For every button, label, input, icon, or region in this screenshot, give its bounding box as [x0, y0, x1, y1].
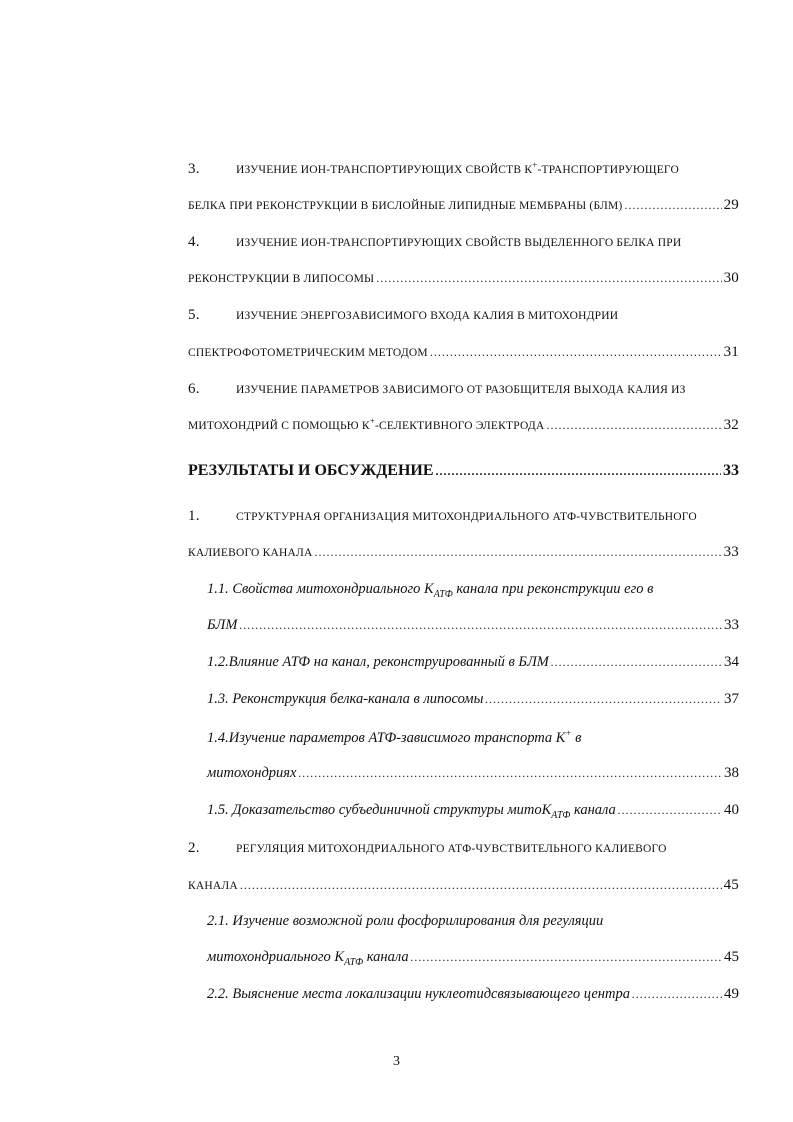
page-number: 3: [393, 1054, 400, 1069]
leader-dots: [485, 688, 722, 710]
title-part: канала: [363, 949, 409, 965]
page-ref: 40: [724, 802, 739, 818]
toc-section-5-line2[interactable]: [188, 341, 739, 363]
page-ref: 30: [723, 270, 739, 286]
toc-section-6-line2[interactable]: [188, 414, 739, 436]
heading-title: РЕЗУЛЬТАТЫ И ОБСУЖДЕНИЕ: [188, 462, 434, 479]
toc-subsection-1-4-line2[interactable]: [207, 762, 739, 784]
toc-subsection-1-5[interactable]: [207, 799, 739, 821]
section-number: 3.: [188, 161, 200, 177]
section-number: 1.: [188, 508, 200, 524]
section-number: 6.: [188, 381, 200, 397]
subsection-title: [207, 799, 616, 821]
leader-dots: [376, 267, 721, 289]
title-cont: БЛМ: [207, 617, 238, 633]
title-cont: [207, 946, 409, 968]
page-ref: 33: [723, 462, 739, 479]
toc-subsection-1-4-line1[interactable]: [207, 727, 581, 749]
subsection-title: 1.2.Влияние АТФ на канал, реконструированный в БЛМ: [207, 654, 549, 670]
subscript: АТФ: [551, 809, 571, 821]
title-part: канала при реконструкции его в: [452, 581, 654, 597]
subsection-title: 1.3. Реконструкция белка-канала в липосомы: [207, 691, 484, 707]
page-ref: 29: [723, 197, 739, 213]
leader-dots: [411, 946, 722, 968]
toc-results-1-line1[interactable]: [188, 505, 697, 527]
title-part: 1.1. Свойства митохондриального К: [207, 581, 434, 597]
subscript: АТФ: [433, 588, 453, 600]
page-ref: 45: [724, 949, 739, 965]
title-part: 1.4.Изучение параметров АТФ-зависимого транспорта К: [207, 730, 566, 746]
page-ref: 33: [724, 617, 739, 633]
leader-dots: [315, 541, 722, 563]
toc-results-1-line2[interactable]: [188, 541, 739, 563]
leader-dots: [624, 194, 721, 216]
leader-dots: [551, 651, 722, 673]
title-cont: митохондриях: [207, 765, 297, 781]
section-title-part: ИЗУЧЕНИЕ ЭНЕРГОЗАВИСИМОГО ВХОДА КАЛИЯ В МИТОХОНДРИИ: [236, 310, 619, 322]
leader-dots: [430, 341, 722, 363]
toc-results-2-line1[interactable]: [188, 837, 667, 859]
subscript: АТФ: [344, 956, 364, 968]
section-number: 5.: [188, 307, 200, 323]
toc-section-3-line2[interactable]: [188, 194, 739, 216]
section-title-cont: КАНАЛА: [188, 880, 238, 892]
section-title-cont: [188, 415, 544, 437]
page-ref: 38: [724, 765, 739, 781]
page-ref: 33: [723, 544, 739, 560]
title-part: в: [571, 730, 582, 746]
toc-section-4-line2[interactable]: [188, 267, 739, 289]
toc-subsection-1-1-line1[interactable]: [207, 578, 653, 600]
leader-dots: [298, 762, 722, 784]
toc-results-heading[interactable]: [188, 458, 739, 484]
leader-dots: [546, 414, 721, 436]
subsection-title: 2.2. Выяснение места локализации нуклеотидсвязывающего центра: [207, 986, 630, 1002]
toc-subsection-2-1-line2[interactable]: [207, 946, 739, 968]
toc-section-6-line1[interactable]: [188, 378, 686, 400]
toc-subsection-2-1-line1[interactable]: [207, 910, 603, 932]
toc-subsection-1-3[interactable]: [207, 688, 739, 710]
page-ref: 32: [723, 417, 739, 433]
page-ref: 37: [724, 691, 739, 707]
page-ref: 34: [724, 654, 739, 670]
toc-results-2-line2[interactable]: [188, 874, 739, 896]
title-part: МИТОХОНДРИЙ С ПОМОЩЬЮ К: [188, 420, 370, 432]
title-part: 1.5. Доказательство субъединичной структуры митоК: [207, 802, 552, 818]
page-ref: 45: [723, 877, 739, 893]
leader-dots: [240, 874, 722, 896]
page-ref: 31: [723, 344, 739, 360]
section-title-part: РЕГУЛЯЦИЯ МИТОХОНДРИАЛЬНОГО АТФ-ЧУВСТВИТЕЛЬНОГО КАЛИЕВОГО: [236, 843, 667, 855]
title-part: -СЕЛЕКТИВНОГО ЭЛЕКТРОДА: [375, 420, 545, 432]
toc-subsection-1-1-line2[interactable]: [207, 614, 739, 636]
toc-section-3-line1[interactable]: [188, 158, 679, 180]
section-title-part: ИЗУЧЕНИЕ ИОН-ТРАНСПОРТИРУЮЩИХ СВОЙСТВ ВЫДЕЛЕННОГО БЕЛКА ПРИ: [236, 237, 682, 249]
section-title-part: -ТРАНСПОРТИРУЮЩЕГО: [537, 164, 679, 176]
title-part: митохондриального К: [207, 949, 345, 965]
page-ref: 49: [724, 986, 739, 1002]
section-title-part: СТРУКТУРНАЯ ОРГАНИЗАЦИЯ МИТОХОНДРИАЛЬНОГО АТФ-ЧУВСТВИТЕЛЬНОГО: [236, 511, 697, 523]
section-title-part: ИЗУЧЕНИЕ ИОН-ТРАНСПОРТИРУЮЩИХ СВОЙСТВ К: [236, 164, 533, 176]
toc-subsection-2-2[interactable]: [207, 983, 739, 1005]
section-title-cont: СПЕКТРОФОТОМЕТРИЧЕСКИМ МЕТОДОМ: [188, 347, 428, 359]
leader-dots: [239, 614, 722, 636]
section-title-cont: КАЛИЕВОГО КАНАЛА: [188, 547, 313, 559]
leader-dots: [436, 458, 721, 484]
section-number: 4.: [188, 234, 200, 250]
toc-section-4-line1[interactable]: [188, 231, 681, 253]
leader-dots: [632, 983, 722, 1005]
superscript: +: [532, 160, 538, 171]
section-title-cont: РЕКОНСТРУКЦИИ В ЛИПОСОМЫ: [188, 273, 375, 285]
leader-dots: [618, 799, 722, 821]
section-title-part: ИЗУЧЕНИЕ ПАРАМЕТРОВ ЗАВИСИМОГО ОТ РАЗОБЩИТЕЛЯ ВЫХОДА КАЛИЯ ИЗ: [236, 384, 686, 396]
superscript: +: [565, 728, 572, 739]
title-part: 2.1. Изучение возможной роли фосфорилирования для регуляции: [207, 913, 604, 929]
title-part: канала: [570, 802, 616, 818]
toc-subsection-1-2[interactable]: [207, 651, 739, 673]
toc-section-5-line1[interactable]: [188, 304, 618, 326]
section-number: 2.: [188, 840, 200, 856]
superscript: +: [369, 416, 376, 427]
section-title-cont: БЕЛКА ПРИ РЕКОНСТРУКЦИИ В БИСЛОЙНЫЕ ЛИПИДНЫЕ МЕМБРАНЫ (БЛМ): [188, 200, 623, 212]
